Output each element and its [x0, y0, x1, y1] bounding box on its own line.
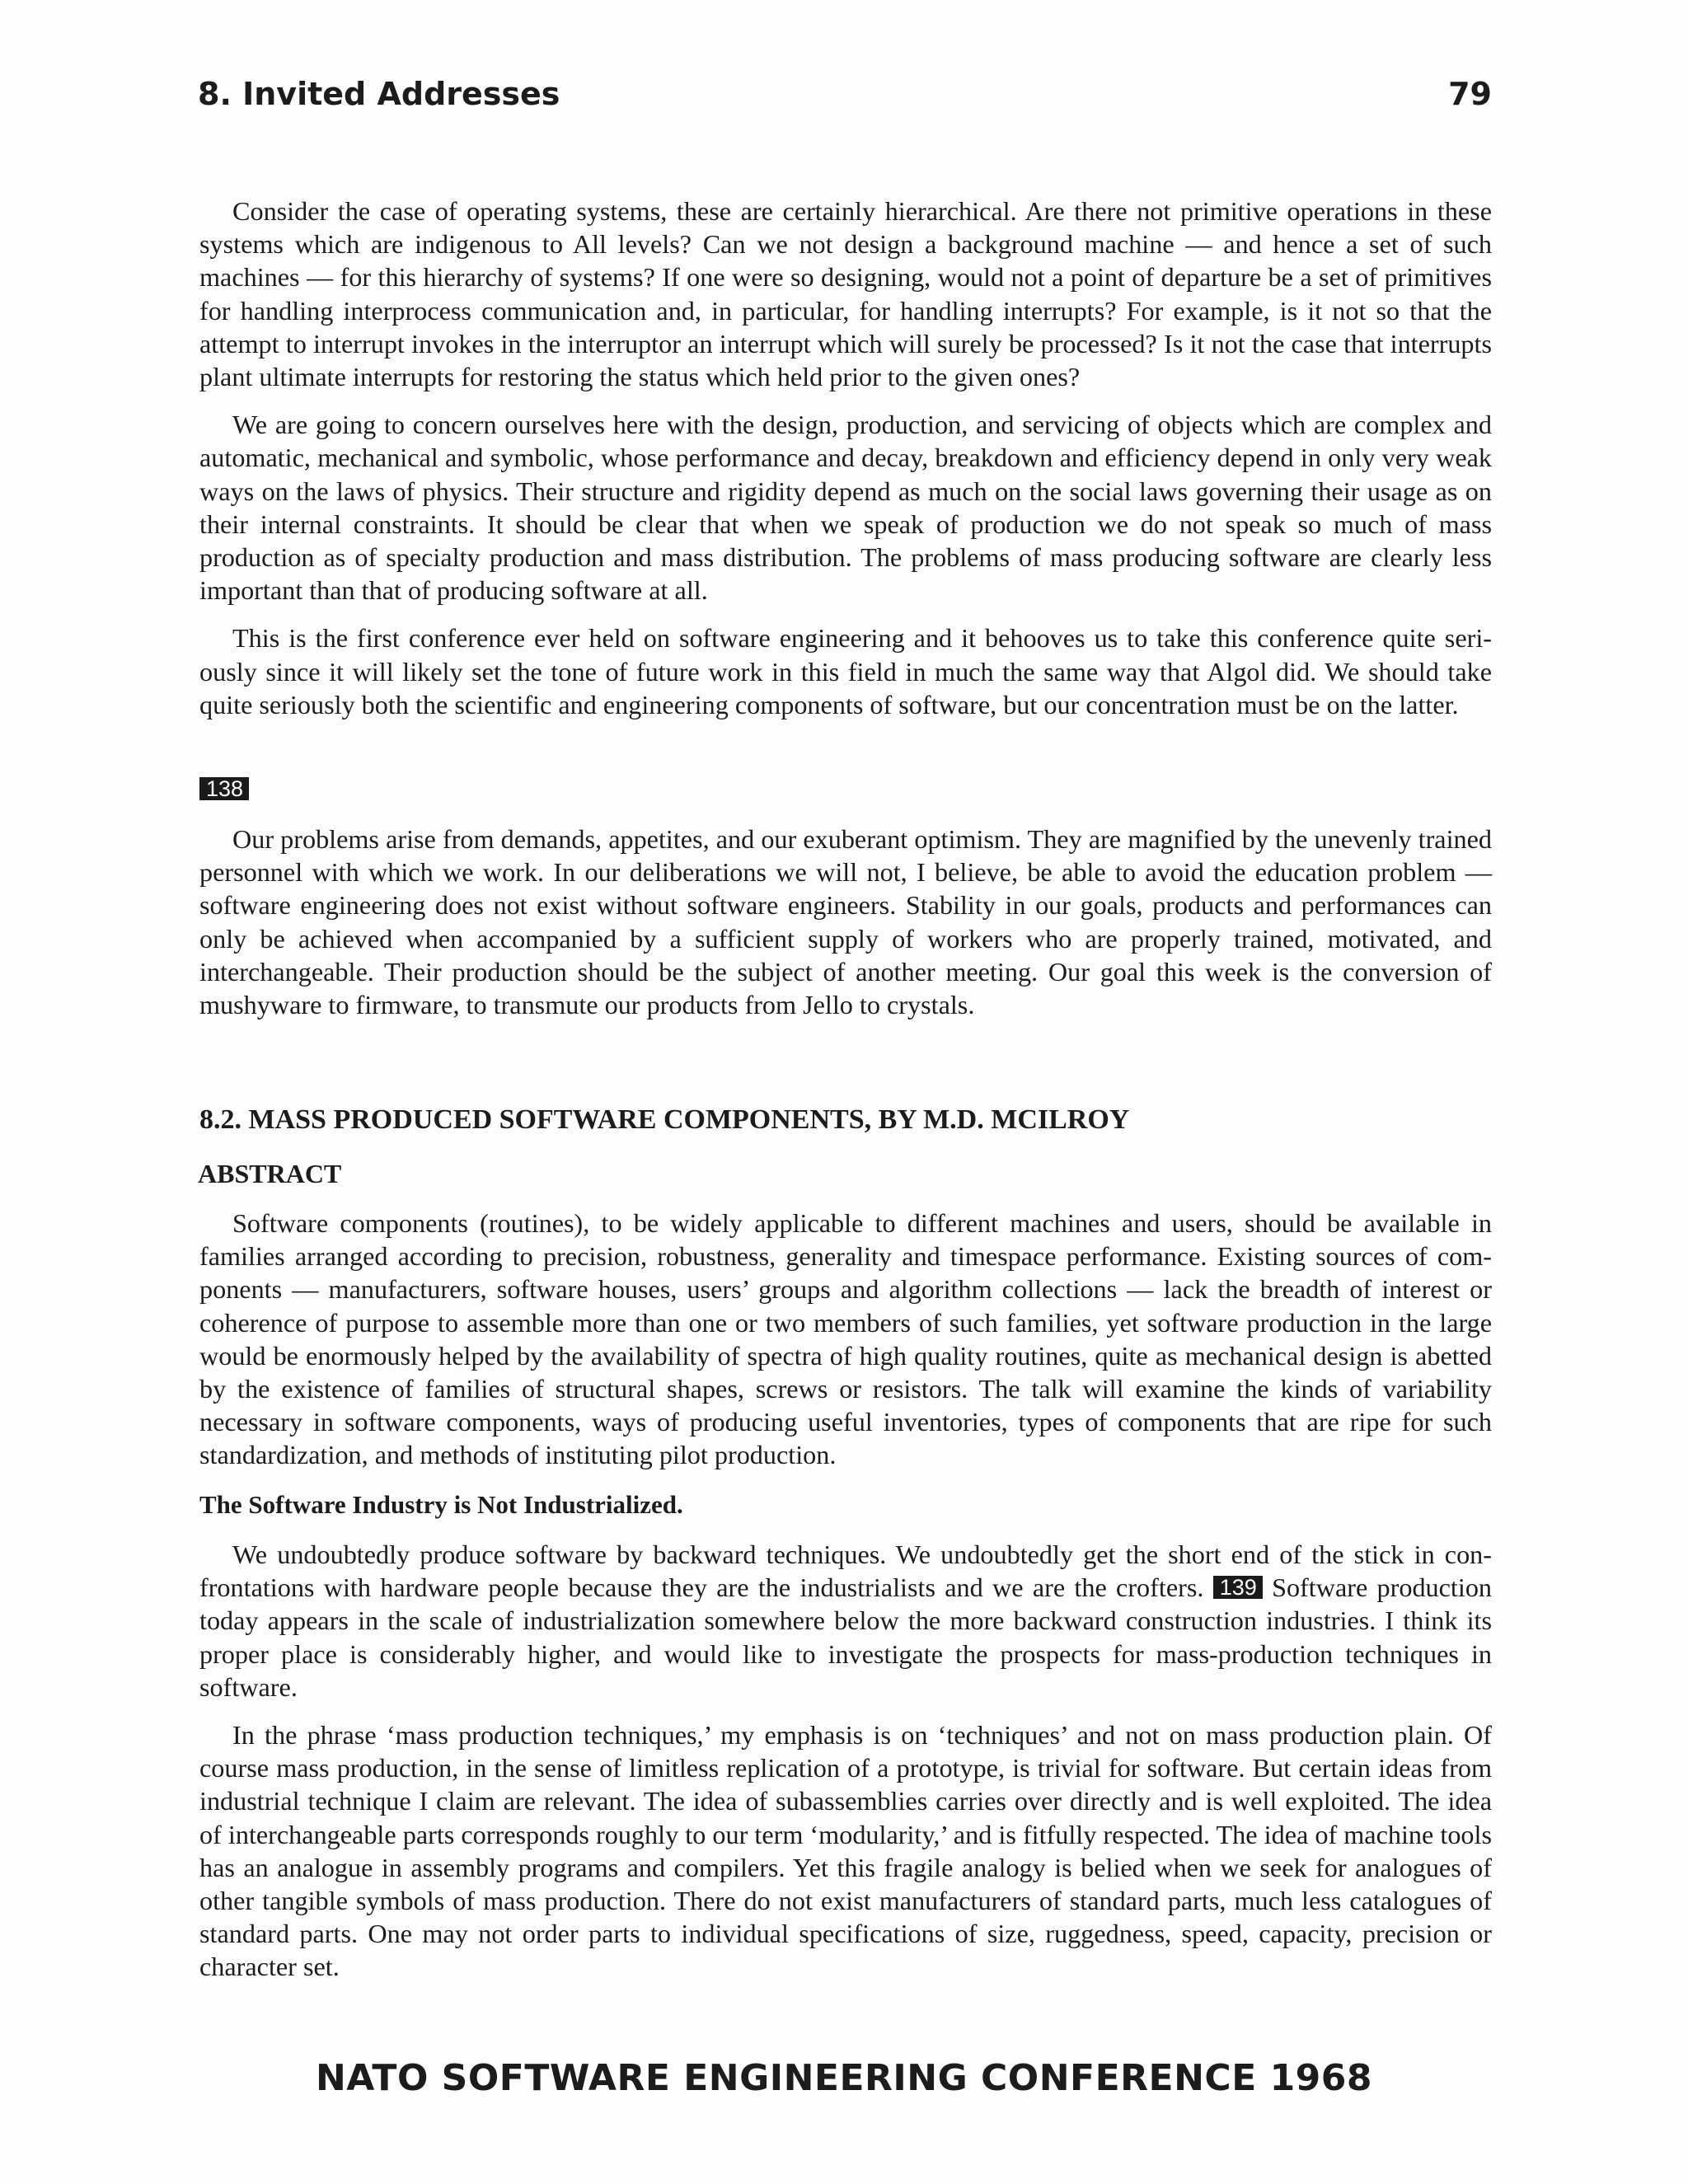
- page-number: 79: [1448, 76, 1492, 112]
- paragraph-text-before-marker: We undoubtedly produce software by backward techniques. We undoubtedly get the short end of the stick in confrontations with hardware people because they are the industrialists and we are the crofters.: [199, 1540, 1492, 1603]
- paragraph-abstract: Software components (routines), to be widely applicable to different machines and users, should be available in families arranged according to precision, robustness, generality and timespace performance. Existing sources of components — manufacturers, software houses, users’ groups and algorithm collections — lack the breadth of interest or coherence of purpose to assemble more than one or two members of such families, yet software production in the large would be enormously helped by the availability of spectra of high quality routines, quite as mechanical design is abetted by the existence of families of structural shapes, screws or resistors. The talk will examine the kinds of variability necessary in software components, ways of producing useful inventories, types of components that are ripe for such standardization, and methods of instituting pilot production.: [199, 1208, 1492, 1470]
- abstract-block: [199, 1207, 1492, 1472]
- footer-conference-title: NATO SOFTWARE ENGINEERING CONFERENCE 1968: [315, 2057, 1373, 2099]
- text-block-3: [199, 1538, 1492, 1984]
- paragraph-mass-production: In the phrase ‘mass production techniques,’ my emphasis is on ‘techniques’ and not on mass production plain. Of course mass production, in the sense of limitless replication of a prototype, is trivial for software. But certain ideas from industrial technique I claim are relevant. The idea of subassemblies carries over directly and is well exploited. The idea of interchangeable parts corresponds roughly to our term ‘modularity,’ and is fitfully respected. The idea of machine tools has an analogue in assembly programs and compilers. Yet this fragile analogy is belied when we seek for analogues of other tangible symbols of mass production. There do not exist manufacturers of standard parts, much less catalogues of standard parts. One may not order parts to individual specifications of size, ruggedness, speed, capacity, precision or character set.: [199, 1720, 1492, 1982]
- running-header: [198, 76, 1492, 125]
- paragraph-first-conference: This is the first conference ever held on software engineering and it behooves us to take this conference quite seriously since it will likely set the tone of future work in this field in much the same way that Algol did. We should take quite seriously both the scientific and engineering components of software, but our concentration must be on the latter.: [199, 623, 1492, 719]
- paragraph-backward-techniques: [199, 1538, 1492, 1704]
- page-marker-138: [199, 777, 249, 802]
- paragraph-our-problems: Our problems arise from demands, appetites, and our exuberant optimism. They are magnified by the unevenly trained personnel with which we work. In our deliberations we will not, I believe, be able to avoid the education problem — software engineering does not exist without software engineers. Stability in our goals, products and performances can only be achieved when accompanied by a sufficient supply of workers who are properly trained, motivated, and interchangeable. Their production should be the subject of another meeting. Our goal this week is the conversion of mushyware to firmware, to transmute our products from Jello to crystals.: [199, 824, 1492, 1020]
- paragraph-design-production: We are going to concern ourselves here with the design, production, and servicing of objects which are complex and automatic, mechanical and symbolic, whose performance and decay, breakdown and efficiency depend in only very weak ways on the laws of physics. Their structure and rigidity depend as much on the social laws governing their usage as on their internal constraints. It should be clear that when we speak of production we do not speak so much of mass production as of specialty production and mass distribution. The problems of mass producing software are clearly less important than that of producing software at all.: [199, 410, 1492, 606]
- section-title: 8. Invited Addresses: [198, 76, 560, 112]
- abstract-heading: ABSTRACT: [198, 1159, 342, 1188]
- text-block-2: [199, 823, 1492, 1021]
- page-marker-label: 138: [199, 777, 249, 800]
- paragraph-operating-systems: Consider the case of operating systems, these are certainly hierarchical. Are there not primitive operations in these systems which are indigenous to All levels? Can we not design a background machine — and hence a set of such machines — for this hierarchy of systems? If one were so designing, would not a point of departure be a set of primitives for handling interprocess communication and, in particular, for handling interrupts? For example, is it not so that the attempt to interrupt invokes in the interruptor an interrupt which will surely be processed? Is it not the case that interrupts plant ultimate interrupts for restoring the status which held prior to the given ones?: [199, 196, 1492, 392]
- text-block-1: [199, 194, 1492, 721]
- section-heading: 8.2. MASS PRODUCED SOFTWARE COMPONENTS, BY M.D. MCILROY: [199, 1104, 1130, 1135]
- paragraph-text-after-marker: Software production today appears in the scale of industrialization somewhere below the more backward construction industries. I think its proper place is considerably higher, and would like to investigate the prospects for mass-production techniques in software.: [199, 1572, 1493, 1702]
- subsection-heading: The Software Industry is Not Industrialized.: [199, 1490, 683, 1519]
- page-marker-139: 139: [1213, 1576, 1263, 1599]
